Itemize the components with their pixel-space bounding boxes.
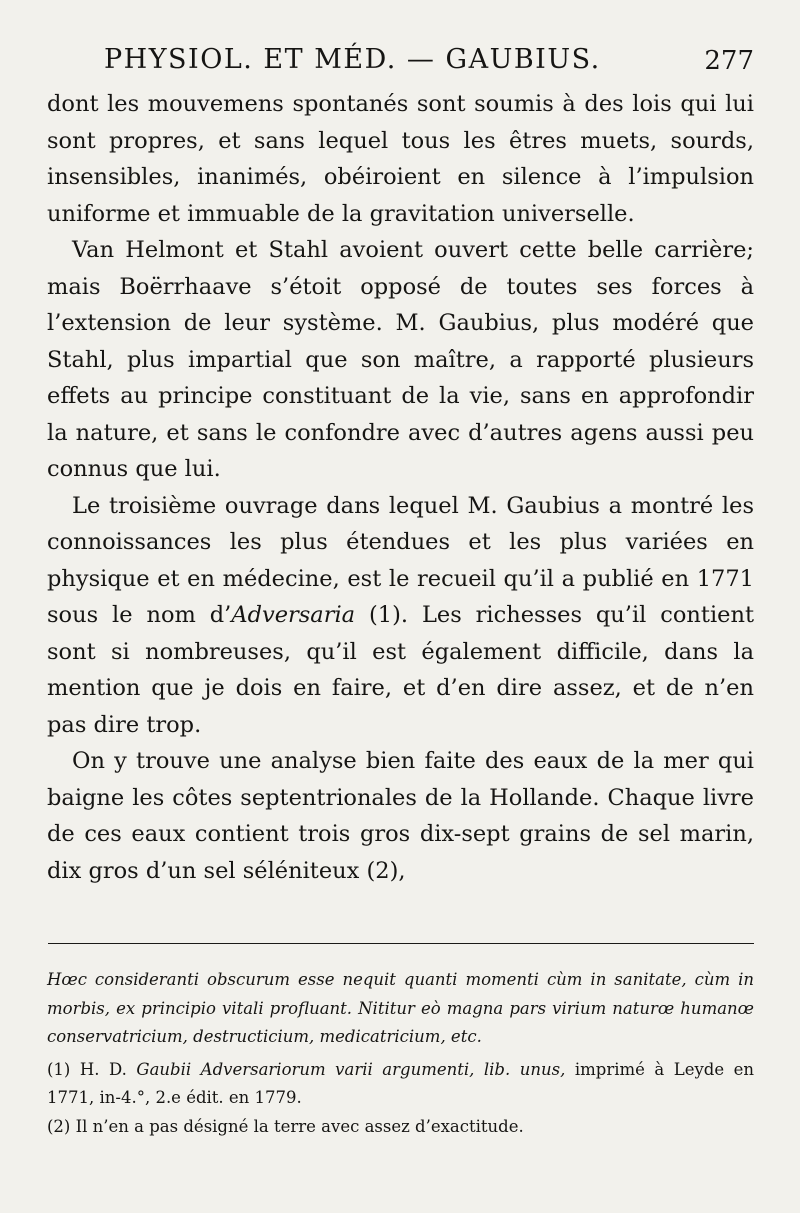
paragraph-3-text-b: (1). Les richesses qu’il contient sont si nombreuses, qu’il est également difficile, dans la mention que je dois en faire, et d’en dire assez, et de n’en pas dire trop. [47, 602, 754, 738]
footnote-1 [47, 1056, 754, 1113]
footnote-1-rest: imprimé à Leyde en 1771, in-4.°, 2.e édit. en 1779. [47, 1059, 754, 1107]
main-text [47, 86, 754, 889]
paragraph-3 [47, 488, 754, 744]
footnote-2 [47, 1113, 754, 1142]
page-number: 277 [704, 46, 754, 76]
paragraph-1: dont les mouvemens spontanés sont soumis à des lois qui lui sont propres, et sans lequel tous les êtres muets, sourds, insensibles, inanimés, obéiroient en silence à l’impulsion uniforme et immuable de la gravitation universelle. [47, 91, 754, 227]
paragraph-3-text-a: Le troisième ouvrage dans lequel M. Gaubius a montré les connoissances les plus étendues et les plus variées en physique et en médecine, est le recueil qu’il a publié en 1771 sous le nom d’ [47, 492, 754, 628]
footnote-2-text: Il n’en a pas désigné la terre avec assez d’exactitude. [70, 1116, 524, 1136]
page-header [48, 44, 754, 84]
footnote-1-marker: (1) [47, 1059, 71, 1079]
paragraph-4: On y trouve une analyse bien faite des eaux de la mer qui baigne les côtes septentrionales de la Hollande. Chaque livre de ces eaux contient trois gros dix-sept grains de sel marin, dix gros d’un sel séléniteux (2), [47, 748, 754, 884]
latin-note: Hœc consideranti obscurum esse nequit quanti momenti cùm in sanitate, cùm in morbis, ex principio vitali profluant. Nititur eò magna pars virium naturœ humanœ conservatricium, destructicium, medicatricium, etc. [47, 970, 754, 1046]
footnote-1-author: H. D. [70, 1059, 137, 1079]
running-title: PHYSIOL. ET MÉD. — GAUBIUS. [104, 44, 601, 75]
footnote-2-marker: (2) [47, 1116, 71, 1136]
footnotes [47, 966, 754, 1141]
paragraph-2: Van Helmont et Stahl avoient ouvert cette belle carrière; mais Boërrhaave s’étoit opposé de toutes ses forces à l’extension de leur système. M. Gaubius, plus modéré que Stahl, plus impartial que son maître, a rapporté plusieurs effets au principe constituant de la vie, sans en approfondir la nature, et sans le confondre avec d’autres agens aussi peu connus que lui. [47, 237, 754, 482]
footnote-1-title: Gaubii Adversariorum varii argumenti, lib. unus, [136, 1059, 566, 1079]
footnote-rule [48, 943, 754, 944]
adversaria-title: Adversaria [231, 602, 356, 628]
